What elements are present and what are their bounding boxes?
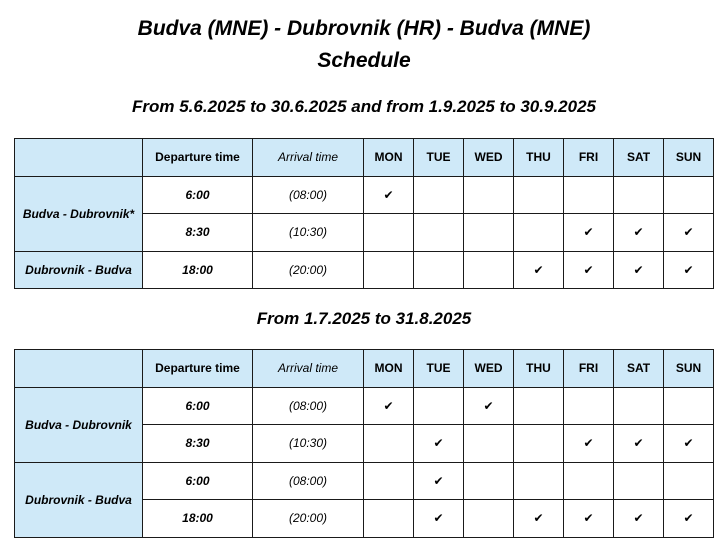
period-heading-2: From 1.7.2025 to 31.8.2025 (256, 309, 472, 328)
day-cell-fri (564, 214, 614, 252)
day-cell-mon (364, 462, 414, 500)
header-day-sun: SUN (664, 350, 714, 388)
checkmark-icon: ✔ (583, 436, 594, 451)
day-cell-tue (414, 176, 464, 214)
header-departure: Departure time (143, 139, 253, 177)
day-cell-wed (464, 462, 514, 500)
day-cell-thu (514, 500, 564, 538)
day-cell-sat (614, 387, 664, 425)
checkmark-icon: ✔ (583, 262, 594, 277)
header-day-fri: FRI (564, 350, 614, 388)
day-cell-sun (664, 176, 714, 214)
day-cell-thu (514, 387, 564, 425)
departure-time: 6:00 (143, 462, 253, 500)
checkmark-icon: ✔ (583, 511, 594, 526)
day-cell-sun (664, 214, 714, 252)
route-label: Budva - Dubrovnik* (15, 176, 143, 251)
day-cell-sun (664, 425, 714, 463)
checkmark-icon: ✔ (533, 511, 544, 526)
day-cell-fri (564, 387, 614, 425)
day-cell-tue (414, 425, 464, 463)
route-label: Dubrovnik - Budva (15, 462, 143, 537)
header-arrival: Arrival time (253, 139, 364, 177)
period-heading-1: From 5.6.2025 to 30.6.2025 and from 1.9.2025 to 30.9.2025 (132, 97, 596, 116)
arrival-time: (08:00) (253, 387, 364, 425)
header-day-mon: MON (364, 139, 414, 177)
day-cell-sun (664, 251, 714, 289)
departure-time: 18:00 (143, 500, 253, 538)
day-cell-sat (614, 462, 664, 500)
checkmark-icon: ✔ (683, 511, 694, 526)
day-cell-mon (364, 425, 414, 463)
checkmark-icon: ✔ (533, 262, 544, 277)
day-cell-mon (364, 387, 414, 425)
day-cell-thu (514, 176, 564, 214)
day-cell-sun (664, 387, 714, 425)
checkmark-icon: ✔ (683, 225, 694, 240)
schedule-subtitle: Schedule (317, 49, 411, 72)
arrival-time: (10:30) (253, 425, 364, 463)
checkmark-icon: ✔ (683, 262, 694, 277)
header-day-wed: WED (464, 350, 514, 388)
header-day-mon: MON (364, 350, 414, 388)
checkmark-icon: ✔ (483, 398, 494, 413)
checkmark-icon: ✔ (583, 225, 594, 240)
arrival-time: (08:00) (253, 462, 364, 500)
day-cell-thu (514, 425, 564, 463)
day-cell-fri (564, 425, 614, 463)
checkmark-icon: ✔ (633, 511, 644, 526)
checkmark-icon: ✔ (383, 398, 394, 413)
day-cell-wed (464, 251, 514, 289)
header-day-thu: THU (514, 350, 564, 388)
checkmark-icon: ✔ (633, 225, 644, 240)
header-row (15, 139, 714, 177)
route-label: Dubrovnik - Budva (15, 251, 143, 289)
header-day-fri: FRI (564, 139, 614, 177)
day-cell-tue (414, 462, 464, 500)
arrival-time: (08:00) (253, 176, 364, 214)
day-cell-fri (564, 462, 614, 500)
checkmark-icon: ✔ (683, 436, 694, 451)
day-cell-wed (464, 425, 514, 463)
checkmark-icon: ✔ (633, 436, 644, 451)
day-cell-fri (564, 500, 614, 538)
day-cell-sat (614, 176, 664, 214)
day-cell-thu (514, 462, 564, 500)
header-departure: Departure time (143, 350, 253, 388)
departure-time: 6:00 (143, 387, 253, 425)
header-route-cell (15, 350, 143, 388)
header-day-sat: SAT (614, 139, 664, 177)
day-cell-fri (564, 251, 614, 289)
departure-time: 8:30 (143, 214, 253, 252)
checkmark-icon: ✔ (383, 187, 394, 202)
day-cell-tue (414, 500, 464, 538)
header-day-wed: WED (464, 139, 514, 177)
day-cell-tue (414, 387, 464, 425)
schedule-title: Budva (MNE) - Dubrovnik (HR) - Budva (MNE) (137, 17, 591, 40)
checkmark-icon: ✔ (433, 436, 444, 451)
header-row (15, 350, 714, 388)
departure-time: 6:00 (143, 176, 253, 214)
day-cell-wed (464, 387, 514, 425)
arrival-time: (20:00) (253, 500, 364, 538)
day-cell-thu (514, 214, 564, 252)
table-row (15, 387, 714, 425)
day-cell-sat (614, 214, 664, 252)
day-cell-fri (564, 176, 614, 214)
arrival-time: (20:00) (253, 251, 364, 289)
arrival-time: (10:30) (253, 214, 364, 252)
checkmark-icon: ✔ (433, 473, 444, 488)
day-cell-wed (464, 214, 514, 252)
day-cell-tue (414, 251, 464, 289)
day-cell-thu (514, 251, 564, 289)
table-row (15, 251, 714, 289)
day-cell-sat (614, 500, 664, 538)
schedule-table-2 (14, 349, 714, 538)
day-cell-mon (364, 500, 414, 538)
day-cell-sun (664, 462, 714, 500)
day-cell-mon (364, 251, 414, 289)
day-cell-sat (614, 425, 664, 463)
route-label: Budva - Dubrovnik (15, 387, 143, 462)
day-cell-wed (464, 500, 514, 538)
departure-time: 18:00 (143, 251, 253, 289)
day-cell-mon (364, 176, 414, 214)
header-day-sun: SUN (664, 139, 714, 177)
checkmark-icon: ✔ (633, 262, 644, 277)
table-row (15, 462, 714, 500)
header-arrival: Arrival time (253, 350, 364, 388)
schedule-table-1 (14, 138, 714, 289)
day-cell-mon (364, 214, 414, 252)
header-day-tue: TUE (414, 139, 464, 177)
header-day-tue: TUE (414, 350, 464, 388)
header-route-cell (15, 139, 143, 177)
day-cell-sun (664, 500, 714, 538)
day-cell-tue (414, 214, 464, 252)
table-row (15, 176, 714, 214)
header-day-sat: SAT (614, 350, 664, 388)
day-cell-sat (614, 251, 664, 289)
checkmark-icon: ✔ (433, 511, 444, 526)
header-day-thu: THU (514, 139, 564, 177)
departure-time: 8:30 (143, 425, 253, 463)
day-cell-wed (464, 176, 514, 214)
